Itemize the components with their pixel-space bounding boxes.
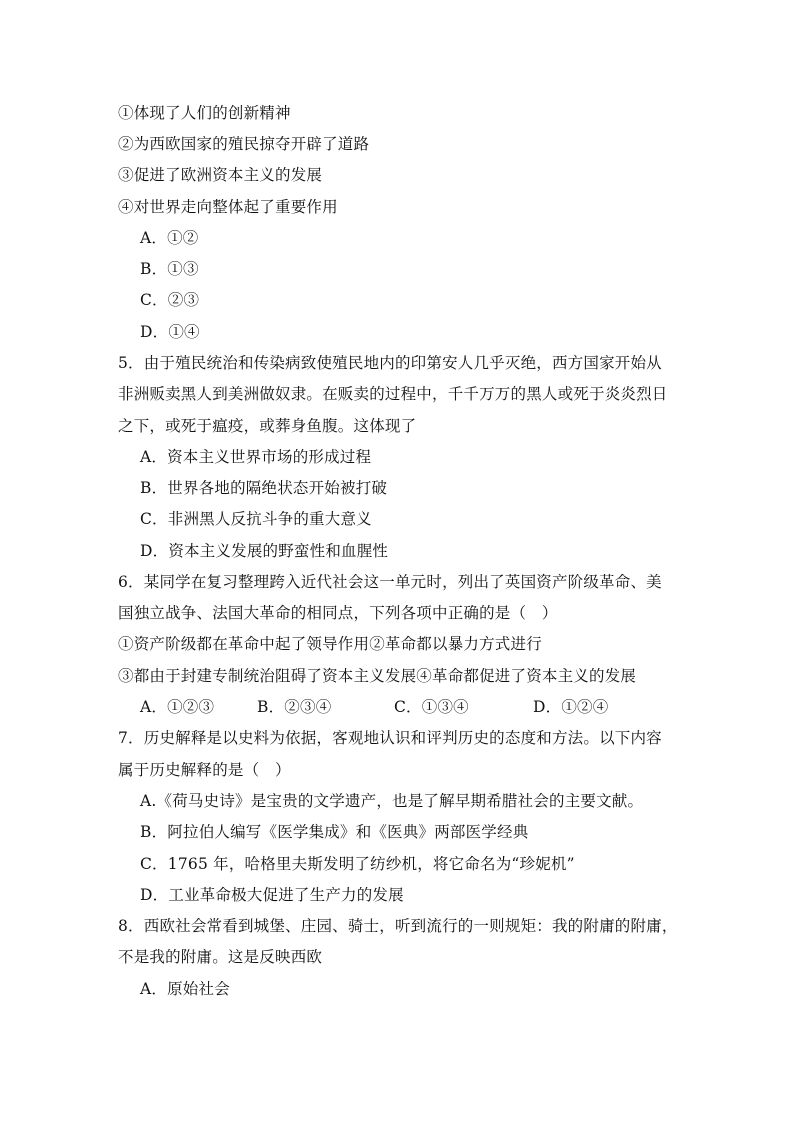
q7-option-d: D．工业革命极大促进了生产力的发展 [140, 886, 404, 904]
q7-stem-line-2: 属于历史解释的是（ ） [118, 761, 291, 779]
q5-stem-line-3: 之下，或死于瘟疫，或葬身鱼腹。这体现了 [118, 417, 417, 435]
q4-item-4: ④对世界走向整体起了重要作用 [118, 198, 338, 216]
q6-option-a: A．①②③ [140, 698, 215, 716]
q4-option-d: D．①④ [140, 323, 200, 341]
q7-option-a: A.《荷马史诗》是宝贵的文学遗产，也是了解早期希腊社会的主要文献。 [140, 792, 644, 810]
q7-option-c: C．1765 年，哈格里夫斯发明了纺纱机，将它命名为“珍妮机” [140, 855, 575, 873]
q5-option-d: D．资本主义发展的野蛮性和血腥性 [140, 542, 389, 560]
q5-stem-line-1: 5．由于殖民统治和传染病致使殖民地内的印第安人几乎灭绝，西方国家开始从 [118, 354, 662, 372]
q6-stem-line-2: 国独立战争、法国大革命的相同点，下列各项中正确的是（ ） [118, 604, 558, 622]
q6-item-line-2: ③都由于封建专制统治阻碍了资本主义发展④革命都促进了资本主义的发展 [118, 667, 637, 685]
q5-option-c: C．非洲黑人反抗斗争的重大意义 [140, 510, 372, 528]
q4-item-1: ①体现了人们的创新精神 [118, 104, 291, 122]
q5-stem-line-2: 非洲贩卖黑人到美洲做奴隶。在贩卖的过程中，千千万万的黑人或死于炎炎烈日 [118, 385, 668, 403]
q4-option-b: B．①③ [140, 260, 199, 278]
q6-option-d: D．①②④ [533, 698, 609, 716]
q7-stem-line-1: 7．历史解释是以史料为依据，客观地认识和评判历史的态度和方法。以下内容 [118, 729, 662, 747]
q4-item-3: ③促进了欧洲资本主义的发展 [118, 166, 323, 184]
q6-stem-line-1: 6．某同学在复习整理跨入近代社会这一单元时，列出了英国资产阶级革命、美 [118, 573, 662, 591]
q5-option-a: A．资本主义世界市场的形成过程 [140, 448, 372, 466]
q6-option-c: C．①③④ [394, 698, 469, 716]
q8-stem-line-1: 8．西欧社会常看到城堡、庄园、骑士，听到流行的一则规矩：我的附庸的附庸， [118, 917, 678, 935]
q4-option-a: A．①② [140, 229, 199, 247]
q7-option-b: B．阿拉伯人编写《医学集成》和《医典》两部医学经典 [140, 823, 529, 841]
q4-option-c: C．②③ [140, 291, 200, 309]
q6-item-line-1: ①资产阶级都在革命中起了领导作用②革命都以暴力方式进行 [118, 635, 542, 653]
q8-stem-line-2: 不是我的附庸。这是反映西欧 [118, 948, 323, 966]
q6-option-b: B．②③④ [257, 698, 332, 716]
q4-item-2: ②为西欧国家的殖民掠夺开辟了道路 [118, 135, 370, 153]
q5-option-b: B．世界各地的隔绝状态开始被打破 [140, 479, 388, 497]
q6-options-row [140, 697, 608, 717]
q8-option-a: A．原始社会 [140, 980, 230, 998]
